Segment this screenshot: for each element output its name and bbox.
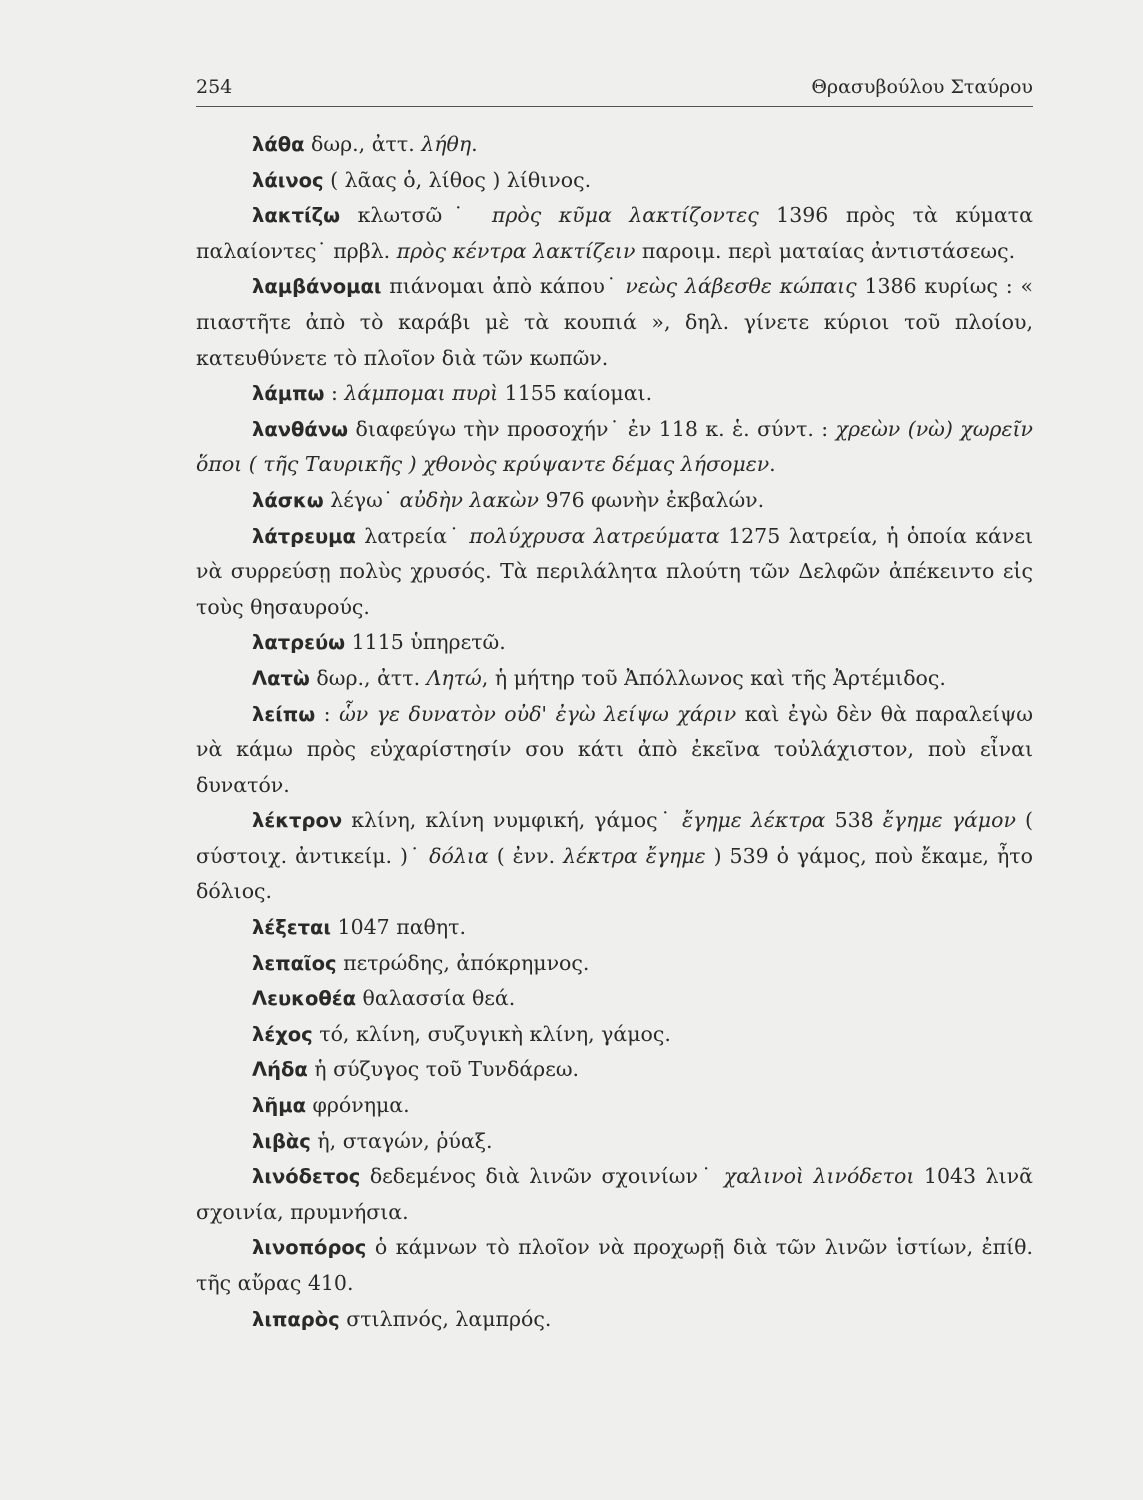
definition-text: ἡ σύζυγος τοῦ Τυνδάρεω. <box>307 1057 580 1082</box>
definition-text: 1396 πρὸς τὰ κύματα παλαίοντες˙ πρβλ. <box>196 203 1033 263</box>
entry-headword: λινοπόρος <box>252 1236 367 1260</box>
definition-text: δωρ., ἀττ. <box>304 132 422 156</box>
glossary-entry <box>196 1230 1033 1301</box>
quoted-text: λέκτρα ἔγημε <box>563 843 706 868</box>
definition-text: . <box>471 132 478 156</box>
glossary-entry <box>196 483 1033 519</box>
quoted-text: χρεὼν (νὼ) χωρεῖν ὅποι ( τῆς Ταυρικῆς ) χθονὸς κρύψαντε δέμας λήσομεν <box>196 416 1033 477</box>
quoted-text: νεὼς λάβεσθε κώπαις <box>625 274 857 299</box>
glossary-entry <box>196 1159 1033 1230</box>
definition-text: φρόνημα. <box>305 1093 410 1118</box>
definition-text: ἡ, σταγών, ῥύαξ. <box>310 1128 493 1153</box>
definition-text: 1275 λατρεία, ἡ ὁποία κάνει νὰ συρρεύσῃ πολὺς χρυσός. Τὰ περιλάλητα πλούτη τῶν Δελφῶν ἀπέκειντο εἰς τοὺς θησαυρούς. <box>196 523 1033 619</box>
definition-text: διαφεύγω τὴν προσοχήν˙ ἐν 118 κ. ἑ. σύντ. : <box>348 416 836 441</box>
entry-headword: λέκτρον <box>252 809 343 833</box>
glossary-entry <box>196 625 1033 661</box>
quoted-text: πρὸς κῦμα λακτίζοντες <box>491 203 759 228</box>
entry-headword: λάθα <box>252 133 305 156</box>
entry-headword: Λήδα <box>252 1058 308 1082</box>
definition-text: . <box>769 452 776 477</box>
entry-headword: λάμπω <box>252 382 325 406</box>
definition-text: 1043 λινᾶ σχοινία, πρυμνήσια. <box>196 1164 1033 1224</box>
entry-headword: λατρεύω <box>252 631 346 655</box>
definition-text: 538 <box>825 808 883 833</box>
entry-headword: λέξεται <box>252 916 332 940</box>
definition-text: δωρ., ἀττ. <box>309 665 427 690</box>
entry-headword: λανθάνω <box>252 417 349 441</box>
entry-headword: λακτίζω <box>252 204 341 228</box>
definition-text: 1155 καίομαι. <box>498 381 653 406</box>
quoted-text: πρὸς κέντρα λακτίζειν <box>396 238 636 263</box>
entry-headword: λαμβάνομαι <box>252 275 382 299</box>
page-number: 254 <box>196 76 233 98</box>
entry-headword: λιπαρὸς <box>252 1307 340 1331</box>
entry-headword: λάινος <box>252 168 324 192</box>
definition-text: παροιμ. περὶ ματαίας ἀντιστάσεως. <box>635 238 1016 263</box>
definition-text: δεδεμένος διὰ λινῶν σχοινίων˙ <box>360 1164 724 1189</box>
definition-text: πετρώδης, ἀπόκρημνος. <box>336 950 590 975</box>
glossary-entry <box>196 910 1033 946</box>
definition-text: κλίνη, κλίνη νυμφική, γάμος˙ <box>342 808 682 833</box>
quoted-text: ὧν γε δυνατὸν οὐδ' ἐγὼ λείψω χάριν <box>339 701 737 726</box>
glossary-entry <box>196 697 1033 804</box>
definition-text: λέγω˙ <box>323 487 400 512</box>
glossary-entries <box>196 127 1033 1337</box>
definition-text: 1386 κυρίως : « πιαστῆτε ἀπὸ τὸ καράβι μὲ τὰ κουπιά », δηλ. γίνετε κύριοι τοῦ πλοίου, κατευθύνετε τὸ πλοῖον διὰ τῶν κωπῶν. <box>196 274 1033 370</box>
entry-headword: λάσκω <box>252 488 324 512</box>
definition-text: ὁ κάμνων τὸ πλοῖον νὰ προχωρῇ διὰ τῶν λινῶν ἱστίων, ἐπίθ. τῆς αὔρας 410. <box>196 1235 1033 1295</box>
quoted-text: λήθη <box>421 132 472 156</box>
quoted-text: δόλια <box>429 843 489 868</box>
quoted-text: ἔγημε γάμον <box>882 808 1016 833</box>
glossary-entry <box>196 198 1033 269</box>
glossary-entry <box>196 412 1033 483</box>
glossary-entry <box>196 1302 1033 1338</box>
entry-headword: λῆμα <box>252 1094 306 1118</box>
quoted-text: πολύχρυσα λατρεύματα <box>469 523 720 548</box>
quoted-text: ἔγημε λέκτρα <box>681 808 826 833</box>
glossary-entry <box>196 981 1033 1017</box>
definition-text: στιλπνός, λαμπρός. <box>339 1306 552 1331</box>
glossary-entry <box>196 163 1033 199</box>
definition-text: τό, κλίνη, συζυγικὴ κλίνη, γάμος. <box>312 1021 671 1046</box>
quoted-text: Λητώ <box>426 665 482 690</box>
glossary-entry <box>196 1052 1033 1088</box>
glossary-entry <box>196 803 1033 910</box>
definition-text: πιάνομαι ἀπὸ κάπου˙ <box>381 274 626 299</box>
glossary-entry <box>196 269 1033 376</box>
definition-text: λατρεία˙ <box>355 523 470 548</box>
definition-text: θαλασσία θεά. <box>356 986 516 1011</box>
definition-text: ) 539 ὁ γάμος, ποὺ ἔκαμε, ἦτο δόλιος. <box>196 843 1033 904</box>
entry-headword: λινόδετος <box>252 1165 361 1189</box>
quoted-text: λάμπομαι πυρὶ <box>344 381 499 406</box>
page-header <box>196 76 1033 107</box>
quoted-text: χαλινοὶ λινόδετοι <box>723 1164 915 1189</box>
entry-headword: Λατὼ <box>252 666 310 690</box>
running-title: Θρασυβούλου Σταύρου <box>811 76 1033 98</box>
entry-headword: λιβὰς <box>252 1129 311 1153</box>
definition-text: 976 φωνὴν ἐκβαλών. <box>538 487 765 512</box>
entry-headword: λείπω <box>252 702 316 726</box>
definition-text: ( ἐνν. <box>488 843 564 868</box>
definition-text: 1115 ὑπηρετῶ. <box>345 630 506 655</box>
definition-text: κλωτσῶ˙ <box>340 203 492 228</box>
entry-headword: λεπαῖος <box>252 951 337 975</box>
entry-headword: Λευκοθέα <box>252 987 357 1011</box>
definition-text: 1047 παθητ. <box>331 915 467 940</box>
entry-headword: λάτρευμα <box>252 524 356 548</box>
glossary-entry <box>196 1124 1033 1160</box>
definition-text: καὶ ἐγὼ δὲν θὰ παραλείψω νὰ κάμω πρὸς εὐχαρίστησίν σου κάτι ἀπὸ ἐκεῖνα τοὐλάχιστον, ποὺ εἶναι δυνατόν. <box>196 701 1033 797</box>
glossary-entry <box>196 519 1033 626</box>
entry-headword: λέχος <box>252 1022 313 1046</box>
glossary-entry <box>196 1017 1033 1053</box>
glossary-entry <box>196 127 1033 163</box>
definition-text: ( σύστοιχ. ἀντικείμ. )˙ <box>196 808 1033 868</box>
glossary-entry <box>196 1088 1033 1124</box>
definition-text: : <box>315 701 340 726</box>
definition-text: , ἡ μήτηρ τοῦ Ἀπόλλωνος καὶ τῆς Ἀρτέμιδος. <box>481 665 946 690</box>
definition-text: : <box>324 381 345 406</box>
glossary-entry <box>196 661 1033 697</box>
glossary-entry <box>196 376 1033 412</box>
quoted-text: αὐδὴν λακὼν <box>399 487 539 512</box>
glossary-entry <box>196 946 1033 982</box>
definition-text: ( λᾶας ὁ, λίθος ) λίθινος. <box>323 167 592 192</box>
